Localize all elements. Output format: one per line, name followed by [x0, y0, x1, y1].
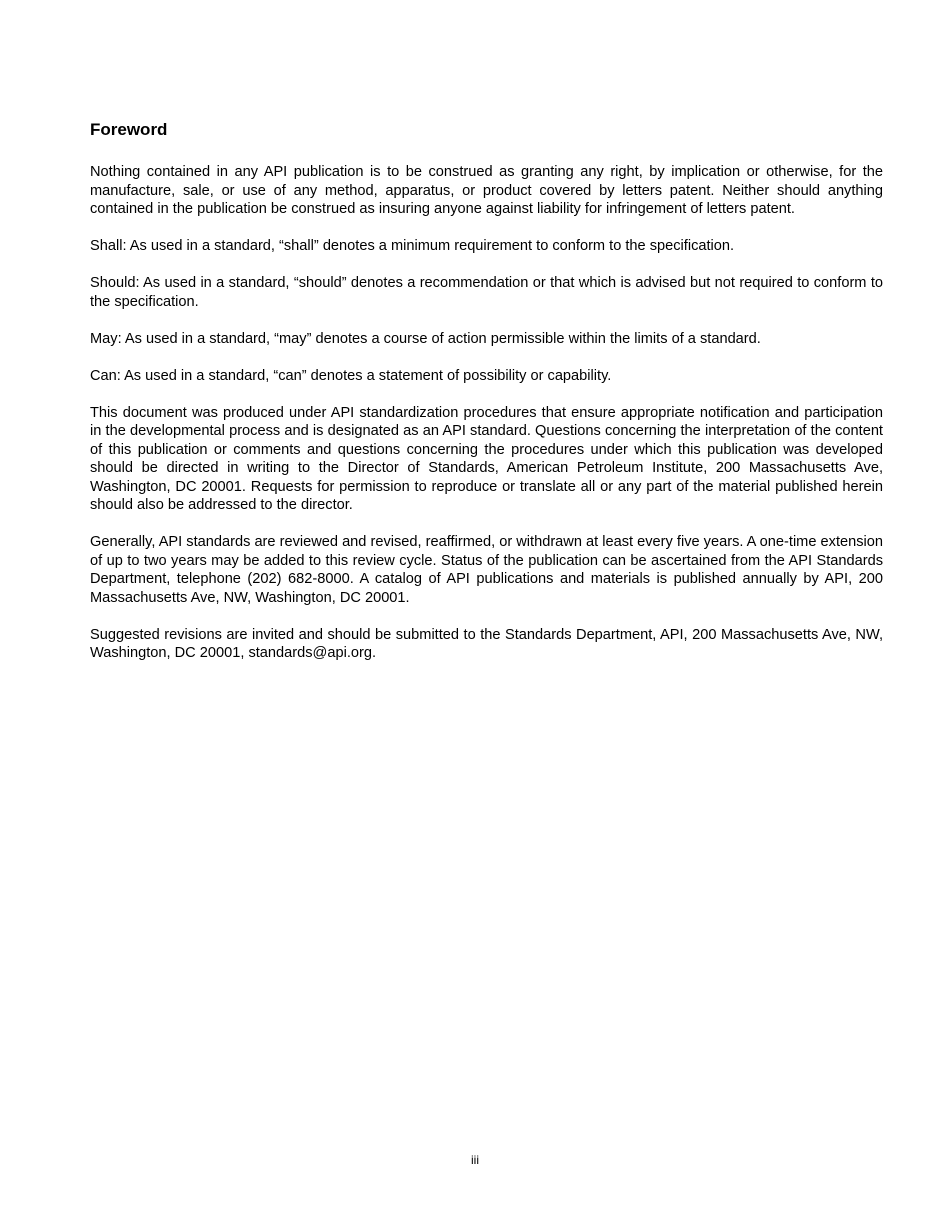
paragraph-should-definition: Should: As used in a standard, “should” denotes a recommendation or that which is advised but not required to conform to the specification.	[90, 275, 883, 310]
page-number: iii	[471, 1153, 479, 1167]
paragraph-standardization-procedures: This document was produced under API standardization procedures that ensure appropriate notification and participation in the developmental process and is designated as an API standard. Questions concerning the interpretation of the content of this publication or comments and questions concerning the procedures under which this publication was developed should be directed in writing to the Director of Standards, American Petroleum Institute, 200 Massachusetts Ave, Washington, DC 20001. Requests for permission to reproduce or translate all or any part of the material published herein should also be addressed to the director.	[90, 404, 883, 513]
paragraph-shall-definition: Shall: As used in a standard, “shall” denotes a minimum requirement to conform to the specification.	[90, 238, 735, 254]
page-title: Foreword	[90, 120, 168, 139]
paragraph-can-definition: Can: As used in a standard, “can” denotes a statement of possibility or capability.	[90, 367, 612, 384]
paragraph-may-definition: May: As used in a standard, “may” denotes a course of action permissible within the limits of a standard.	[90, 330, 761, 347]
paragraph-review-cycle: Generally, API standards are reviewed and revised, reaffirmed, or withdrawn at least every five years. A one-time extension of up to two years may be added to this review cycle. Status of the publication can be ascertained from the API Standards Department, telephone (202) 682-8000. A catalog of API publications and materials is published annually by API, 200 Massachusetts Ave, NW, Washington, DC 20001.	[90, 534, 883, 606]
paragraph-patent-disclaimer: Nothing contained in any API publication is to be construed as granting any right, by implication or otherwise, for the manufacture, sale, or use of any method, apparatus, or product covered by letters patent. Neither should anything contained in the publication be construed as insuring anyone against liability for infringement of letters patent.	[90, 164, 883, 217]
paragraph-suggested-revisions: Suggested revisions are invited and should be submitted to the Standards Department, API, 200 Massachusetts Ave, NW, Washington, DC 20001, standards@api.org.	[90, 626, 883, 661]
page-content	[90, 119, 883, 681]
